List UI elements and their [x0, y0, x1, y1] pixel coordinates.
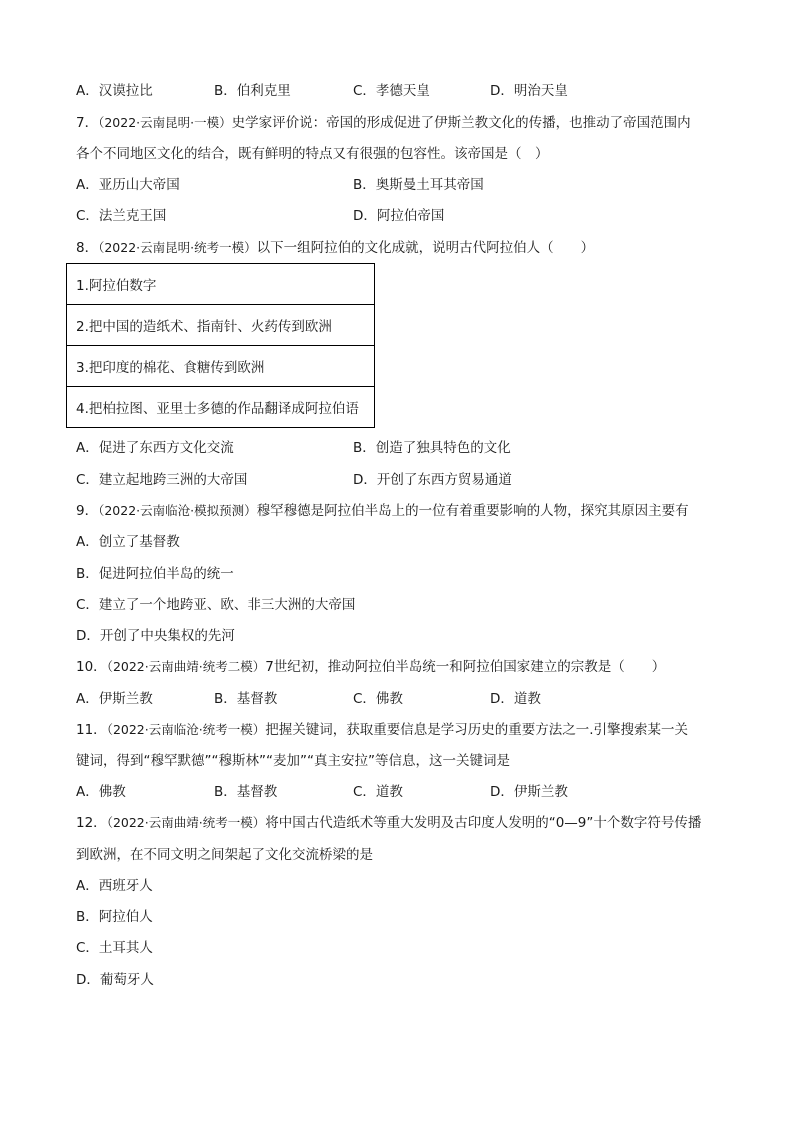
q7-stem — [76, 113, 691, 133]
q7-option-d: D．阿拉伯帝国 — [353, 208, 445, 224]
table-row — [67, 305, 375, 346]
q6-option-c: C．孝德天皇 — [353, 83, 430, 99]
q12-source: （2022·云南曲靖·统考一模） — [106, 815, 266, 830]
q10-option-a: A．伊斯兰教 — [76, 691, 153, 707]
q12-stem — [76, 813, 701, 833]
q11-option-b: B．基督教 — [214, 784, 278, 800]
q9-option-a: A．创立了基督教 — [76, 534, 180, 550]
q12-option-b: B．阿拉伯人 — [76, 909, 153, 925]
q10-option-b: B．基督教 — [214, 691, 278, 707]
q11-number: 11． — [76, 722, 107, 738]
q10-number: 10． — [76, 659, 107, 675]
q8-option-c: C．建立起地跨三洲的大帝国 — [76, 472, 248, 488]
q11-text-line2: 键词，得到“穆罕默德”“穆斯林”“麦加”“真主安拉”等信息，这一关键词是 — [76, 753, 510, 769]
q12-text-line1: 将中国古代造纸术等重大发明及古印度人发明的“0—9”十个数字符号传播 — [265, 815, 702, 831]
q11-source: （2022·云南临沧·统考一模） — [106, 722, 266, 737]
q9-text-line1: 穆罕穆德是阿拉伯半岛上的一位有着重要影响的人物，探究其原因主要有 — [256, 503, 689, 519]
table-row — [67, 264, 375, 305]
table-row — [67, 387, 375, 428]
q7-text-line2: 各个不同地区文化的结合，既有鲜明的特点又有很强的包容性。该帝国是（ ） — [76, 146, 549, 162]
q11-option-c: C．道教 — [353, 784, 403, 800]
q11-option-d: D．伊斯兰教 — [490, 784, 568, 800]
table-cell: 3.把印度的棉花、食糖传到欧洲 — [67, 346, 375, 387]
q10-text-line1: 7世纪初，推动阿拉伯半岛统一和阿拉伯国家建立的宗教是（ ） — [265, 659, 666, 675]
q8-option-a: A．促进了东西方文化交流 — [76, 440, 234, 456]
q7-source: （2022·云南昆明·一模） — [98, 115, 232, 130]
q9-source: （2022·云南临沧·模拟预测） — [98, 503, 257, 518]
q7-option-a: A．亚历山大帝国 — [76, 177, 180, 193]
q9-option-d: D．开创了中央集权的先河 — [76, 628, 235, 644]
q12-text-line2: 到欧洲，在不同文明之间架起了文化交流桥梁的是 — [76, 847, 373, 863]
q11-text-line1: 把握关键词，获取重要信息是学习历史的重要方法之一.引擎搜索某一关 — [265, 722, 688, 738]
q7-text-line1: 史学家评价说：帝国的形成促进了伊斯兰教文化的传播，也推动了帝国范围内 — [231, 115, 691, 131]
q11-stem — [76, 720, 688, 740]
table-cell: 1.阿拉伯数字 — [67, 264, 375, 305]
q10-option-c: C．佛教 — [353, 691, 403, 707]
q8-source: （2022·云南昆明·统考一模） — [98, 240, 257, 255]
q12-option-d: D．葡萄牙人 — [76, 972, 154, 988]
table-cell: 2.把中国的造纸术、指南针、火药传到欧洲 — [67, 305, 375, 346]
q8-number: 8． — [76, 240, 99, 256]
q7-option-c: C．法兰克王国 — [76, 208, 167, 224]
q6-option-d: D．明治天皇 — [490, 83, 568, 99]
q8-text-line1: 以下一组阿拉伯的文化成就，说明古代阿拉伯人（ ） — [256, 240, 595, 256]
q9-stem — [76, 501, 689, 521]
q8-option-d: D．开创了东西方贸易通道 — [353, 472, 512, 488]
q12-number: 12． — [76, 815, 107, 831]
q6-option-a: A．汉谟拉比 — [76, 83, 153, 99]
q7-option-b: B．奥斯曼土耳其帝国 — [353, 177, 484, 193]
table-cell: 4.把柏拉图、亚里士多德的作品翻译成阿拉伯语 — [67, 387, 375, 428]
q10-option-d: D．道教 — [490, 691, 541, 707]
q8-stem — [76, 238, 594, 258]
q12-option-a: A．西班牙人 — [76, 878, 153, 894]
q12-option-c: C．土耳其人 — [76, 940, 153, 956]
q10-source: （2022·云南曲靖·统考二模） — [106, 659, 266, 674]
q9-option-c: C．建立了一个地跨亚、欧、非三大洲的大帝国 — [76, 597, 356, 613]
q9-option-b: B．促进阿拉伯半岛的统一 — [76, 566, 234, 582]
q8-option-b: B．创造了独具特色的文化 — [353, 440, 511, 456]
q6-option-b: B．伯利克里 — [214, 83, 291, 99]
q7-number: 7． — [76, 115, 99, 131]
q10-stem — [76, 657, 665, 677]
q9-number: 9． — [76, 503, 99, 519]
q8-achievements-table — [66, 263, 375, 428]
table-row — [67, 346, 375, 387]
q11-option-a: A．佛教 — [76, 784, 126, 800]
